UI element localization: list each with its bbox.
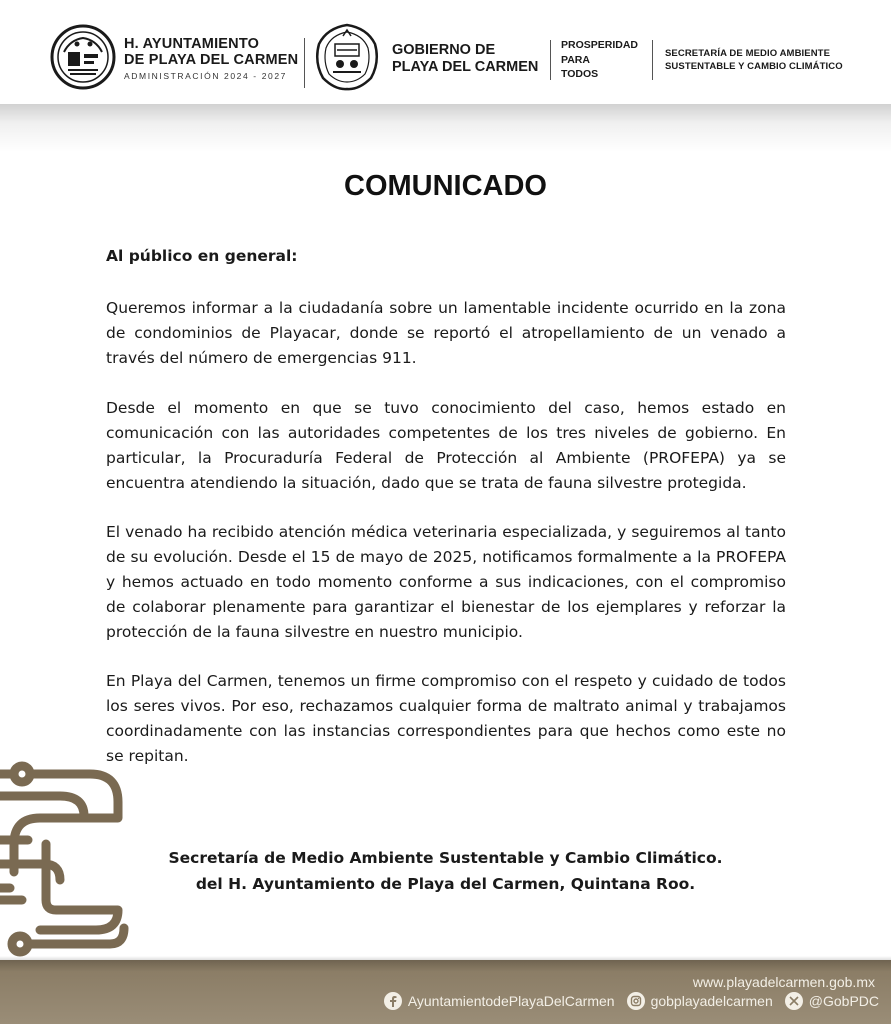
- administracion-label: ADMINISTRACIÓN 2024 - 2027: [124, 71, 288, 81]
- ayuntamiento-block: [124, 36, 298, 81]
- header-divider: [550, 40, 551, 80]
- signature-line1: Secretaría de Medio Ambiente Sustentable y Cambio Climático.: [168, 849, 723, 867]
- x-link[interactable]: [785, 992, 879, 1010]
- secretaria-line1: SECRETARÍA DE MEDIO AMBIENTE: [665, 48, 831, 59]
- gobierno-line2: PLAYA DEL CARMEN: [392, 59, 539, 75]
- slogan-block: [561, 38, 638, 82]
- slogan-line3: TODOS: [561, 68, 599, 80]
- slogan-line2: PARA: [561, 53, 590, 66]
- signature-line2: del H. Ayuntamiento de Playa del Carmen, Quintana Roo.: [195, 875, 696, 893]
- paragraph-2: Desde el momento en que se tuvo conocimiento del caso, hemos estado en comunicación con las autoridades competentes de los tres niveles de gobierno. En particular, la Procuraduría Federal de Protección al Ambiente (PROFEPA) ya se encuentra atendiendo la situación, dado que se trata de fauna silvestre protegida.: [106, 399, 786, 492]
- ayuntamiento-line1: H. AYUNTAMIENTO: [124, 36, 260, 52]
- instagram-icon: [627, 992, 645, 1010]
- header-shadow: [0, 104, 891, 152]
- salutation: Al público en general:: [106, 247, 298, 265]
- website-link[interactable]: www.playadelcarmen.gob.mx: [692, 974, 875, 990]
- slogan-line1: PROSPERIDAD: [561, 39, 639, 51]
- facebook-handle: AyuntamientodePlayaDelCarmen: [407, 993, 615, 1009]
- x-icon: [785, 992, 803, 1010]
- instagram-handle: gobplayadelcarmen: [650, 993, 773, 1009]
- header-divider: [652, 40, 653, 80]
- ayuntamiento-seal: [50, 22, 116, 92]
- instagram-link[interactable]: [627, 992, 773, 1010]
- x-handle: @GobPDC: [808, 993, 879, 1009]
- facebook-icon: [384, 992, 402, 1010]
- social-links: [372, 992, 879, 1010]
- signature-block: [0, 845, 891, 897]
- ayuntamiento-line2: DE PLAYA DEL CARMEN: [124, 52, 299, 68]
- facebook-link[interactable]: [384, 992, 615, 1010]
- gobierno-seal: [313, 22, 381, 92]
- gobierno-block: [392, 42, 538, 76]
- header: [0, 0, 891, 108]
- secretaria-block: [665, 48, 843, 73]
- paragraph-4: En Playa del Carmen, tenemos un firme compromiso con el respeto y cuidado de todos los seres vivos. Por eso, rechazamos cualquier forma de maltrato animal y trabajamos coordinadamente con las instancias correspondientes para que hechos como este no se repitan.: [106, 672, 786, 765]
- gobierno-line1: GOBIERNO DE: [392, 42, 496, 58]
- page-title: COMUNICADO: [344, 170, 547, 202]
- secretaria-line2: SUSTENTABLE Y CAMBIO CLIMÁTICO: [665, 60, 843, 72]
- paragraph-1: Queremos informar a la ciudadanía sobre un lamentable incidente ocurrido en la zona de condominios de Playacar, donde se reportó el atropellamiento de un venado a través del número de emergencias 911.: [106, 299, 786, 367]
- header-divider: [304, 38, 305, 88]
- paragraph-3: El venado ha recibido atención médica veterinaria especializada, y seguiremos al tanto de su evolución. Desde el 15 de mayo de 2025, notificamos formalmente a la PROFEPA y hemos actuado en todo momento conforme a sus indicaciones, con el compromiso de colaborar plenamente para garantizar el bienestar de los ejemplares y reforzar la protección de la fauna silvestre en nuestro municipio.: [106, 523, 786, 641]
